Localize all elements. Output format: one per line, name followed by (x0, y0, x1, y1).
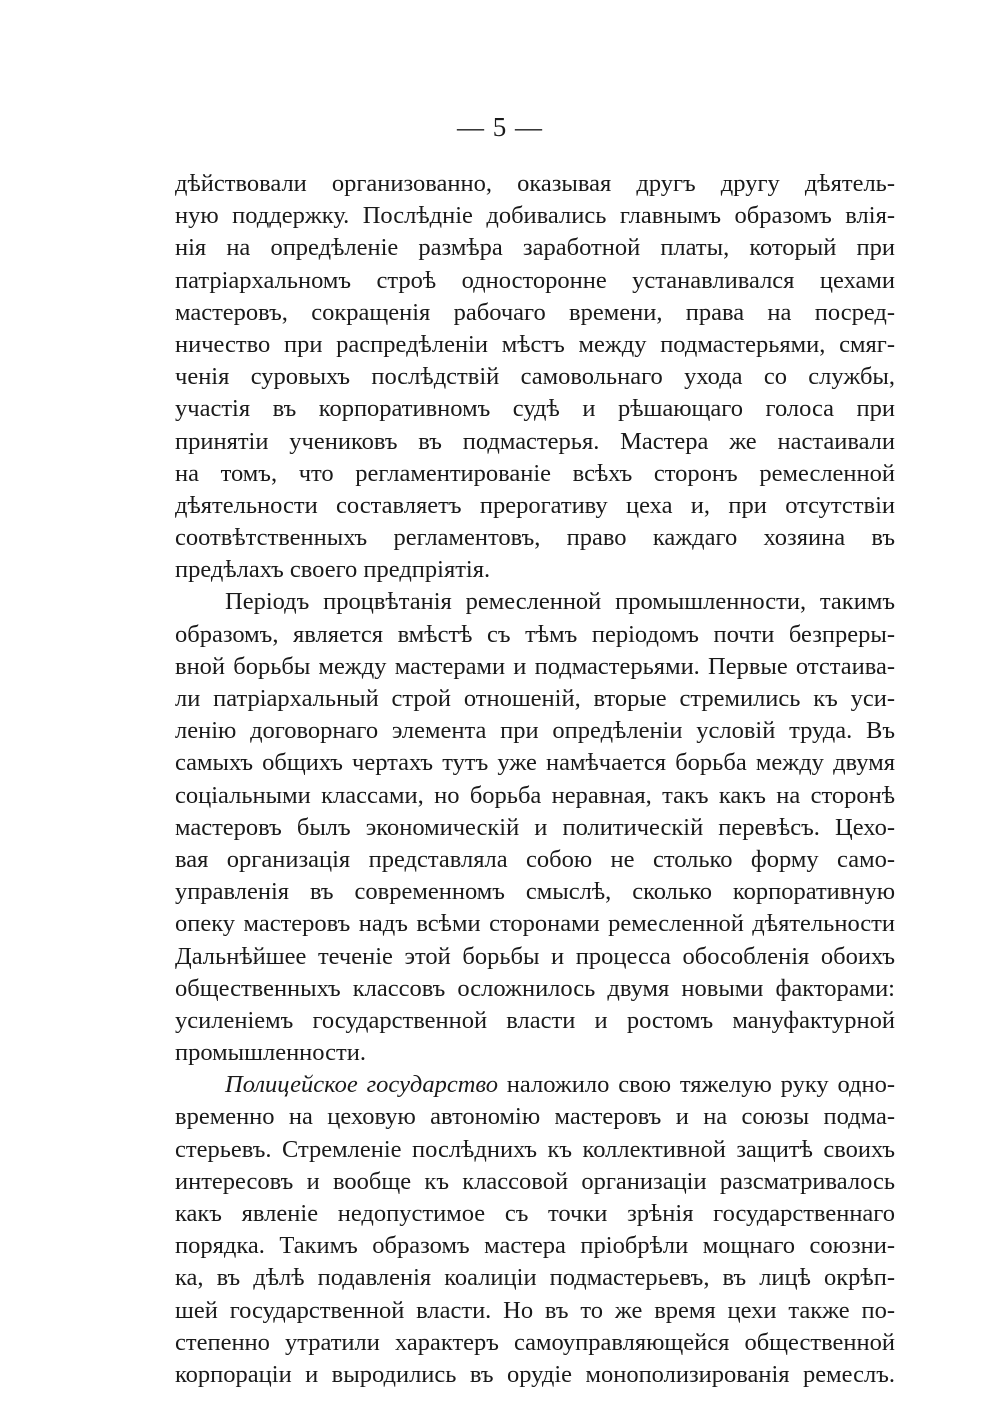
text-line: патріархальномъ строѣ односторонне устанавливался цехами (175, 266, 895, 294)
text-line: ка, въ дѣлѣ подавленія коалиціи подмастерьевъ, въ лицѣ окрѣп- (175, 1264, 895, 1292)
text-line (175, 1069, 895, 1101)
text-line: временно на цеховую автономію мастеровъ и на союзы подма- (175, 1103, 895, 1131)
text-line: стерьевъ. Стремленіе послѣднихъ къ коллективной защитѣ своихъ (175, 1135, 895, 1163)
text-line: порядка. Такимъ образомъ мастера пріобрѣли мощнаго союзни- (175, 1232, 895, 1260)
text-line: Періодъ процвѣтанія ремесленной промышленности, такимъ (225, 588, 895, 616)
text-line: корпораціи и выродились въ орудіе монополизированія ремеслъ. (175, 1360, 895, 1388)
text-line: предѣлахъ своего предпріятія. (175, 556, 491, 584)
text-line: нія на опредѣленіе размѣра заработной платы, который при (175, 234, 895, 262)
text-line: промышленности. (175, 1039, 366, 1067)
text-line: ленію договорнаго элемента при опредѣленіи условій труда. Въ (175, 717, 895, 745)
text-line: вая организація представляла собою не столько форму само- (175, 845, 895, 873)
page-number: — 5 — (457, 112, 543, 142)
text-line: вной борьбы между мастерами и подмастерьями. Первые отстаива- (175, 652, 895, 680)
text-line: какъ явленіе недопустимое съ точки зрѣнія государственнаго (175, 1200, 895, 1227)
text-line: участія въ корпоративномъ судѣ и рѣшающаго голоса при (175, 395, 895, 423)
italic-term: Полицейское государство (225, 1071, 498, 1099)
text-line-rest: наложило свою тяжелую руку одно- (497, 1071, 895, 1099)
text-line: дѣйствовали организованно, оказывая другъ другу дѣятель- (175, 170, 895, 197)
body-text (175, 168, 895, 1391)
text-line: общественныхъ классовъ осложнилось двумя новыми факторами: (175, 974, 895, 1002)
text-line: мастеровъ, сокращенія рабочаго времени, права на посред- (175, 298, 895, 326)
text-line: на томъ, что регламентированіе всѣхъ сторонъ ремесленной (175, 459, 895, 487)
text-line: дѣятельности составляетъ прерогативу цеха и, при отсутствіи (175, 491, 895, 519)
text-line: управленія въ современномъ смыслѣ, сколько корпоративную (175, 878, 895, 906)
text-line: ничество при распредѣленіи мѣстъ между подмастерьями, смяг- (175, 330, 895, 358)
text-line: усиленіемъ государственной власти и ростомъ мануфактурной (175, 1006, 895, 1034)
text-line: Дальнѣйшее теченіе этой борьбы и процесса обособленія обоихъ (175, 942, 895, 970)
text-line: степенно утратили характеръ самоуправляющейся общественной (175, 1328, 895, 1356)
text-line: ченія суровыхъ послѣдствій самовольнаго ухода со службы, (175, 363, 895, 391)
text-line: соотвѣтственныхъ регламентовъ, право каждаго хозяина въ (175, 524, 895, 552)
text-line: мастеровъ былъ экономическій и политическій перевѣсъ. Цехо- (175, 813, 895, 841)
text-line: ли патріархальный строй отношеній, вторые стремились къ уси- (175, 685, 895, 712)
text-line: принятіи учениковъ въ подмастерья. Мастера же настаивали (175, 427, 895, 455)
text-line: опеку мастеровъ надъ всѣми сторонами ремесленной дѣятельности (175, 910, 895, 938)
text-line: соціальными классами, но борьба неравная, такъ какъ на сторонѣ (175, 781, 895, 809)
text-line: образомъ, является вмѣстѣ съ тѣмъ періодомъ почти безпреры- (175, 620, 895, 648)
text-line: шей государственной власти. Но въ то же время цехи также по- (175, 1296, 895, 1324)
text-line: самыхъ общихъ чертахъ тутъ уже намѣчается борьба между двумя (175, 749, 895, 777)
text-line: интересовъ и вообще къ классовой организаціи разсматривалось (175, 1167, 895, 1195)
text-line: ную поддержку. Послѣдніе добивались главнымъ образомъ влія- (175, 202, 895, 230)
